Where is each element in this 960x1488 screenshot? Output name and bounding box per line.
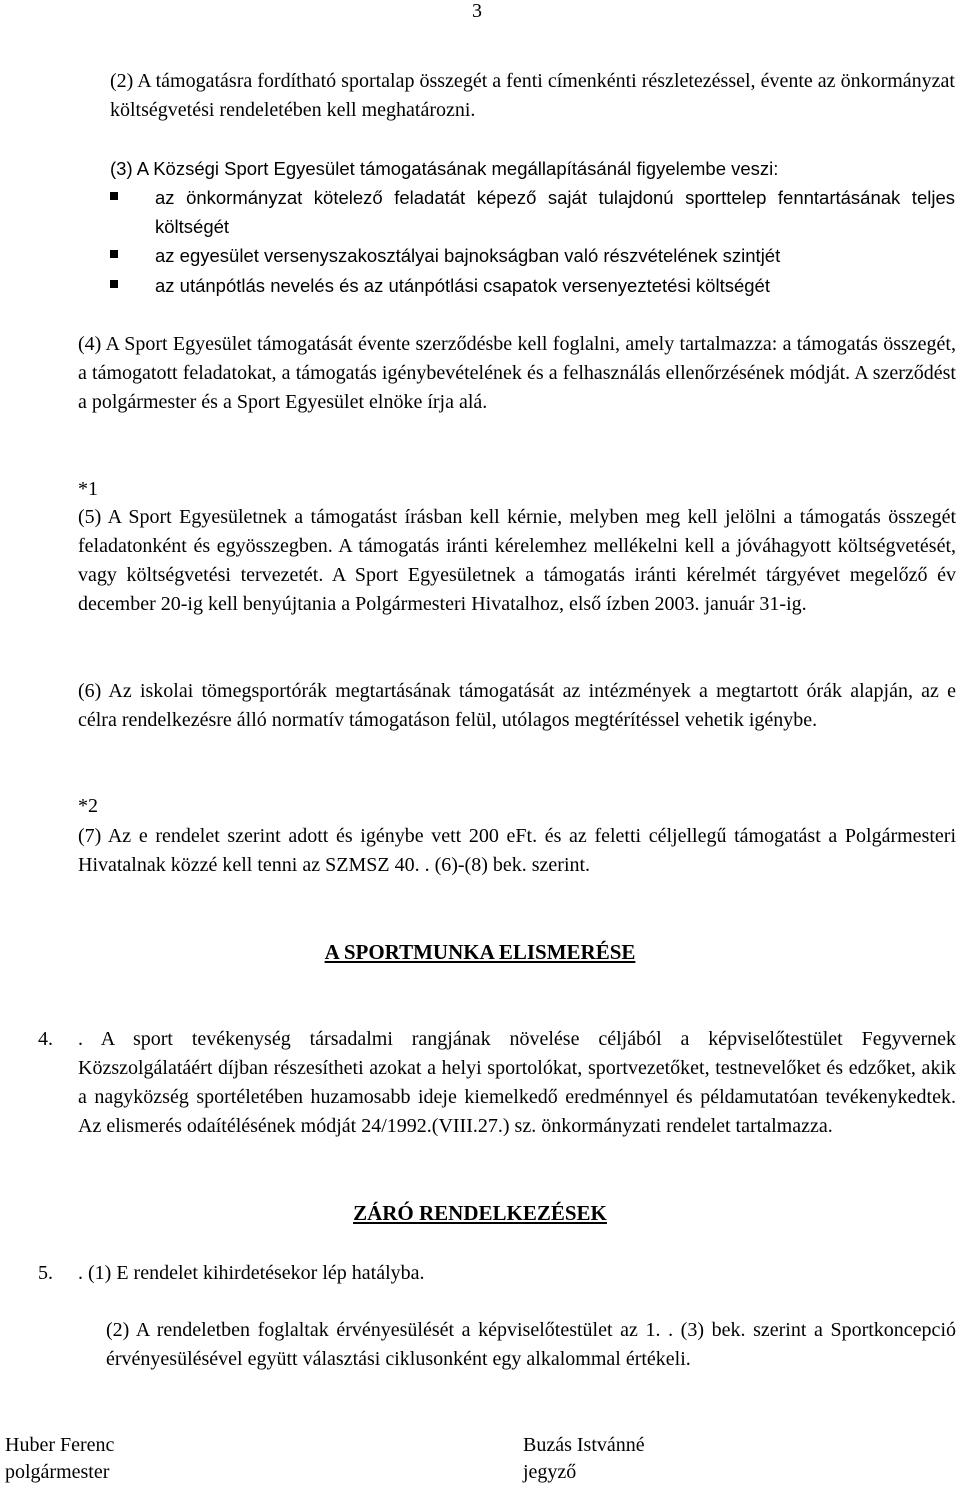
signature-right-title: jegyző (523, 1461, 577, 1483)
footnote-marker-1: *1 (78, 478, 98, 500)
signature-left-title: polgármester (5, 1461, 110, 1483)
bullet-text: az egyesület versenyszakosztályai bajnokságban való részvételének szintjét (155, 245, 781, 266)
footnote-marker-2: *2 (78, 795, 98, 817)
section-4-text: . A sport tevékenység társadalmi rangjának növelése céljából a képviselőtestület Fegyvernek Közszolgálatáért díjban részesítheti azokat a helyi sportolókat, sportvezetőket, testnevelőket és edzőket, akik a nagyközség sportéletében huzamosabb ideje kiemelkedő eredménnyel és példamutatóan tevékenykedtek. Az elismerés odaítélésének módját 24/1992.(VIII.27.) sz. önkormányzati rendelet tartalmazza. (78, 1028, 956, 1137)
square-bullet-icon (110, 192, 118, 200)
page-number: 3 (472, 0, 482, 22)
bullet-text: az önkormányzat kötelező feladatát képező saját tulajdonú sporttelep fenntartásának teljes költségét (155, 187, 955, 237)
square-bullet-icon (110, 250, 118, 258)
paragraph-7: (7) Az e rendelet szerint adott és igénybe vett 200 eFt. és az feletti céljellegű támogatást a Polgármesteri Hivatalnak közzé kell tenni az SZMSZ 40. . (6)-(8) bek. szerint. (78, 825, 956, 876)
section-5-text: . (1) E rendelet kihirdetésekor lép hatályba. (78, 1262, 425, 1284)
section-heading-sportmunka: A SPORTMUNKA ELISMERÉSE (324, 940, 636, 964)
bullet-item (110, 271, 960, 300)
paragraph-3-intro: (3) A Községi Sport Egyesület támogatásának megállapításánál figyelembe veszi: (110, 158, 779, 179)
signature-left-name: Huber Ferenc (5, 1434, 115, 1456)
section-5-paragraph-2: (2) A rendeletben foglaltak érvényesülését a képviselőtestület az 1. . (3) bek. szerint a Sportkoncepció érvényesülésével együtt választási ciklusonként egy alkalommal értékeli. (106, 1319, 956, 1370)
paragraph-4: (4) A Sport Egyesület támogatását évente szerződésbe kell foglalni, amely tartalmazza: a támogatás összegét, a támogatott feladatokat, a támogatás igénybevételének és a felhasználás ellenőrzésének módját. A szerződést a polgármester és a Sport Egyesület elnöke írja alá. (78, 333, 956, 413)
bullet-item (110, 183, 960, 241)
paragraph-2: (2) A támogatásra fordítható sportalap összegét a fenti címenkénti részletezéssel, évente az önkormányzat költségvetési rendeletében kell meghatározni. (110, 70, 955, 121)
square-bullet-icon (110, 280, 118, 288)
bullet-text: az utánpótlás nevelés és az utánpótlási csapatok versenyeztetési költségét (155, 275, 770, 296)
bullet-item (110, 241, 960, 270)
section-4-number: 4. (38, 1028, 53, 1050)
section-heading-zaro: ZÁRÓ RENDELKEZÉSEK (353, 1201, 607, 1225)
paragraph-6: (6) Az iskolai tömegsportórák megtartásának támogatását az intézmények a megtartott órák alapján, az e célra rendelkezésre álló normatív támogatáson felül, utólagos megtérítéssel vehetik igénybe. (78, 680, 956, 731)
signature-right-name: Buzás Istvánné (523, 1434, 645, 1456)
paragraph-5: (5) A Sport Egyesületnek a támogatást írásban kell kérnie, melyben meg kell jelölni a támogatás összegét feladatonként és egyösszegben. A támogatás iránti kérelemhez mellékelni kell a jóváhagyott költségvetését, vagy költségvetési tervezetét. A Sport Egyesületnek a támogatás iránti kérelmét tárgyévet megelőző év december 20-ig kell benyújtania a Polgármesteri Hivatalhoz, első ízben 2003. január 31-ig. (78, 506, 956, 615)
section-5-number: 5. (38, 1262, 53, 1284)
